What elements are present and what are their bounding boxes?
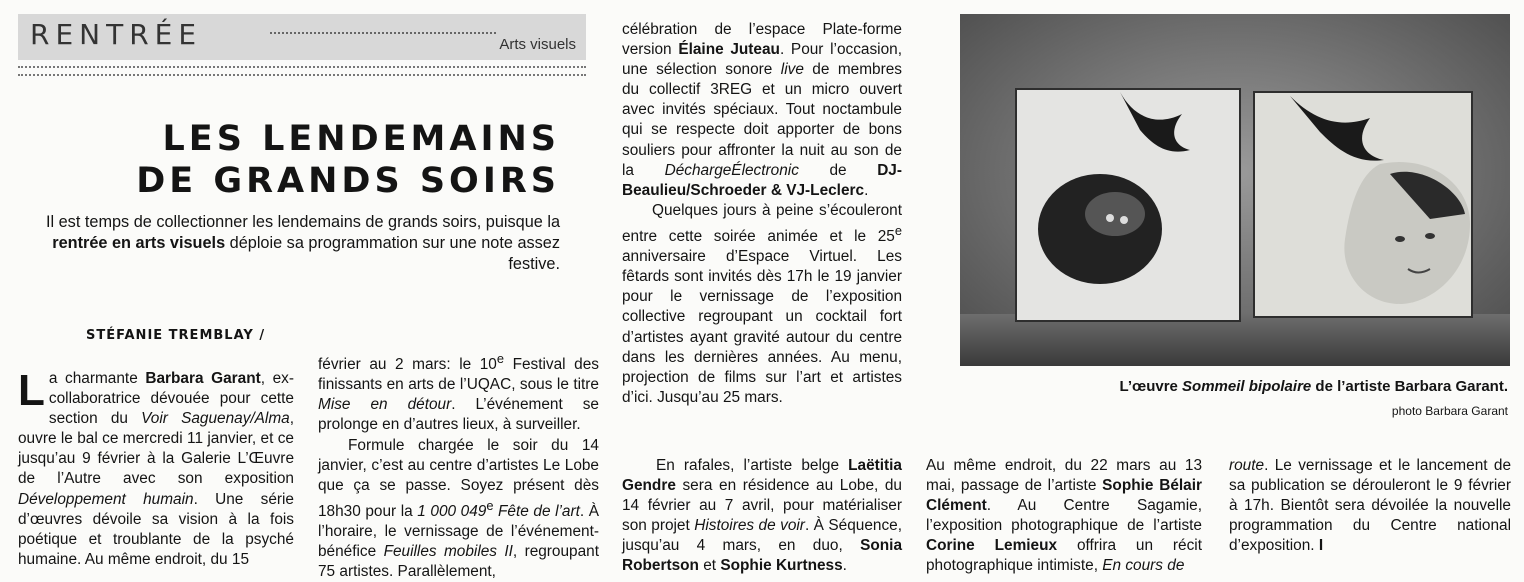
body-text: . À Séquence, jusqu’au 4 mars, en duo, <box>622 517 902 555</box>
headline-line-2: DE GRANDS SOIRS <box>136 161 560 201</box>
body-text: a charmante <box>48 370 146 387</box>
artwork-photo <box>960 14 1510 366</box>
artist-name: Élaine Juteau <box>678 41 780 59</box>
article-column-3 <box>622 20 902 408</box>
body-text: En rafales, l’artiste belge <box>656 457 849 474</box>
exhibition-title: Développement humain <box>18 490 194 508</box>
paragraph <box>622 20 902 201</box>
body-text: Formule chargée le soir du 14 janvier, c’est au centre d’artistes Le Lobe que ça se passe. Soyez présent dès 18h30 pour la <box>318 436 599 520</box>
article-column-2 <box>318 349 599 582</box>
artist-name: DJ-Beaulieu/Schroeder & VJ-Leclerc <box>622 161 902 199</box>
event-title: 1 000 049 <box>417 502 487 520</box>
body-text: de <box>798 161 878 179</box>
body-text: anniversaire d’Espace Virtuel. Les fêtards sont invités dès 17h le 19 janvier pour le vernissage de l’exposition collective regroupant un cocktail fort d’artistes ayant gravité autour du centre dans les dernières années. Au menu, projection de films sur l’art et artistes d’ici. Jusqu’au 25 mars. <box>622 248 902 406</box>
body-text: et <box>698 557 721 575</box>
section-title: RENTRÉE <box>30 18 203 51</box>
body-text: . L’événement se prolonge en d’autres lieux, à surveiller. <box>318 396 599 434</box>
article-column-1 <box>18 366 295 570</box>
artist-name: Corine Lemieux <box>926 537 1058 555</box>
body-text: sera en résidence au Lobe, du 14 février au 7 avril, pour matérialiser son projet <box>622 477 902 535</box>
article-column-6 <box>1229 456 1511 556</box>
body-text: , regroupant 75 artistes. Parallèlement, <box>318 543 600 581</box>
artist-name: Laëtitia Gendre <box>622 457 902 495</box>
lede <box>30 212 560 275</box>
project-title: Histoires de voir <box>694 517 805 535</box>
lede-bold: rentrée en arts visuels <box>52 234 226 252</box>
body-text: . Le vernissage et le lancement de sa publication se dérouleront le 9 février à 17h. Bientôt sera dévoilée la nouvelle programmation du Centre national d’exposition. <box>1229 457 1511 555</box>
emphasis: live <box>780 61 804 79</box>
section-banner <box>18 14 586 60</box>
body-text: . <box>864 181 869 199</box>
event-title: Feuilles mobiles II <box>383 543 513 561</box>
publication-title: Voir Saguenay/Alma <box>141 410 290 428</box>
right-canvas <box>1254 92 1472 317</box>
event-title: DéchargeÉlectronic <box>664 161 799 179</box>
body-text: . Pour l’occasion, une sélection sonore <box>622 41 902 79</box>
photo-caption <box>960 378 1508 395</box>
body-text: de membres du collectif 3REG et un micro ouvert avec invités spéciaux. Tout noctambule qui se respecte doit apporter de bons souliers pour affronter la nuit au son de la <box>622 61 902 179</box>
banner-dotted-rule <box>270 32 496 34</box>
artist-name: Sonia Robertson <box>622 537 902 575</box>
photo-credit: photo Barbara Garant <box>1391 404 1508 418</box>
body-text: . À l’horaire, le vernissage de l’événement-bénéfice <box>318 502 599 561</box>
end-mark: I <box>1318 537 1324 555</box>
headline-line-1: LES LENDEMAINS <box>162 119 560 159</box>
body-text: février au 2 mars: le 10 <box>318 356 497 374</box>
article-column-4 <box>622 456 902 577</box>
superscript: e <box>496 351 504 366</box>
paragraph <box>318 349 599 436</box>
event-title: Fête de l’art <box>493 502 580 520</box>
body-text: célébration de l’espace Plate-forme version <box>622 21 902 59</box>
paragraph <box>318 436 599 582</box>
superscript: e <box>486 497 494 513</box>
body-text: Au même endroit, du 22 mars au 13 mai, passage de l’artiste <box>926 457 1202 495</box>
section-category: Arts visuels <box>499 36 576 53</box>
exhibition-title: Mise en détour <box>318 396 452 414</box>
superscript: e <box>894 222 902 238</box>
lede-text-end: déploie sa programmation sur une note assez festive. <box>225 234 560 273</box>
body-text: offrira un récit photographique intimiste, <box>926 537 1202 575</box>
exhibition-title: En cours de <box>1102 557 1185 575</box>
artist-name: Barbara Garant <box>145 370 261 387</box>
caption-text: L’œuvre <box>1119 378 1183 395</box>
body-text: Festival des finissants en arts de l’UQAC, sous le titre <box>318 356 599 394</box>
body-text: Quelques jours à peine s’écouleront entre cette soirée animée et le 25 <box>622 201 902 246</box>
body-text: , ex-collaboratrice dévouée pour cette section du <box>48 370 295 428</box>
byline: STÉFANIE TREMBLAY / <box>86 328 266 343</box>
left-canvas <box>1016 89 1240 321</box>
article-column-5 <box>926 456 1202 577</box>
body-text: . Une série d’œuvres dévoile sa vision à la fois poétique et troublante de la psyché humaine. Au même endroit, du 15 <box>18 490 294 568</box>
lede-text: Il est temps de collectionner les lendemains de grands soirs, puisque la <box>45 213 560 231</box>
paragraph <box>622 201 902 408</box>
drop-cap: L <box>18 366 45 415</box>
artist-name: Sophie Kurtness <box>720 557 843 575</box>
exhibition-title: route <box>1229 457 1265 474</box>
caption-text: de l’artiste Barbara Garant. <box>1311 378 1508 395</box>
headline <box>0 118 560 202</box>
dotted-divider <box>18 66 586 76</box>
body-text: . Au Centre Sagamie, l’exposition photographique de l’artiste <box>926 497 1202 535</box>
artwork-title: Sommeil bipolaire <box>1182 378 1312 395</box>
artist-name: Sophie Bélair Clément <box>926 477 1202 515</box>
body-text: , ouvre le bal ce mercredi 11 janvier, et ce jusqu’au 9 février à la Galerie L’Œuvre de l’Autre avec son exposition <box>18 410 295 488</box>
body-text: . <box>842 557 847 575</box>
artwork-illustration <box>960 14 1510 366</box>
